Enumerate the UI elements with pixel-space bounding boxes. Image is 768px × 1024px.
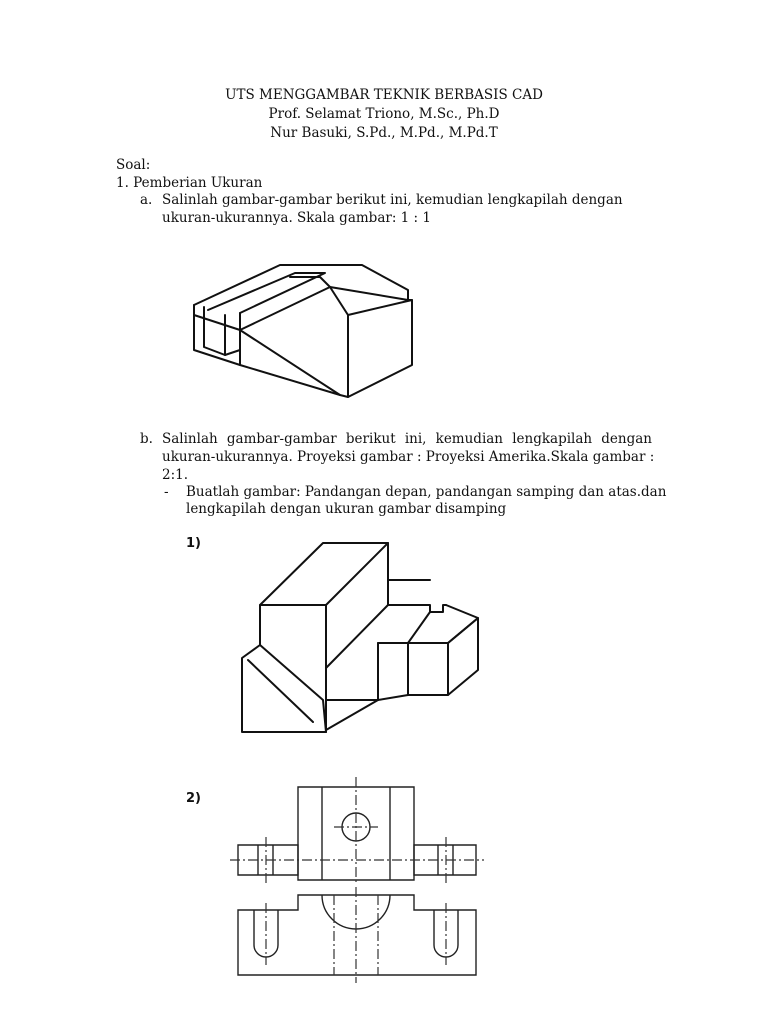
soal-label: Soal:	[116, 157, 151, 173]
figure-a-isometric-slot-block	[180, 255, 440, 405]
figure-1-outline	[242, 543, 478, 732]
item-b-marker: b.	[140, 431, 153, 447]
document-header	[0, 86, 768, 143]
item-a-line-2: ukuran-ukurannya. Skala gambar: 1 : 1	[162, 210, 431, 226]
bullet-line-1: Buatlah gambar: Pandangan depan, pandangan samping dan atas.dan	[186, 484, 667, 500]
figure-1-label: 1)	[186, 536, 201, 551]
document-title: UTS MENGGAMBAR TEKNIK BERBASIS CAD	[225, 87, 543, 103]
item-b-line-2: ukuran-ukurannya. Proyeksi gambar : Proyeksi Amerika.Skala gambar :	[162, 449, 655, 465]
item-b-line-1: Salinlah gambar-gambar berikut ini, kemudian lengkapilah dengan	[162, 431, 652, 447]
bullet-marker: -	[164, 484, 169, 500]
item-b-line-3: 2:1.	[162, 467, 189, 483]
figure-2-orthographic-views	[228, 775, 488, 995]
figure-1-isometric-stepped-block	[238, 540, 488, 740]
figure-2-front-view	[238, 887, 476, 983]
figure-2-top-view	[230, 777, 484, 883]
figure-a-outline	[194, 265, 412, 397]
author-1: Prof. Selamat Triono, M.Sc., Ph.D	[268, 106, 500, 122]
author-2: Nur Basuki, S.Pd., M.Pd., M.Pd.T	[270, 125, 498, 141]
item-a-marker: a.	[140, 192, 153, 208]
figure-2-label: 2)	[186, 791, 201, 806]
bullet-line-2: lengkapilah dengan ukuran gambar disamping	[186, 501, 507, 517]
section-heading: 1. Pemberian Ukuran	[116, 175, 263, 191]
item-a-line-1: Salinlah gambar-gambar berikut ini, kemudian lengkapilah dengan	[162, 192, 623, 208]
